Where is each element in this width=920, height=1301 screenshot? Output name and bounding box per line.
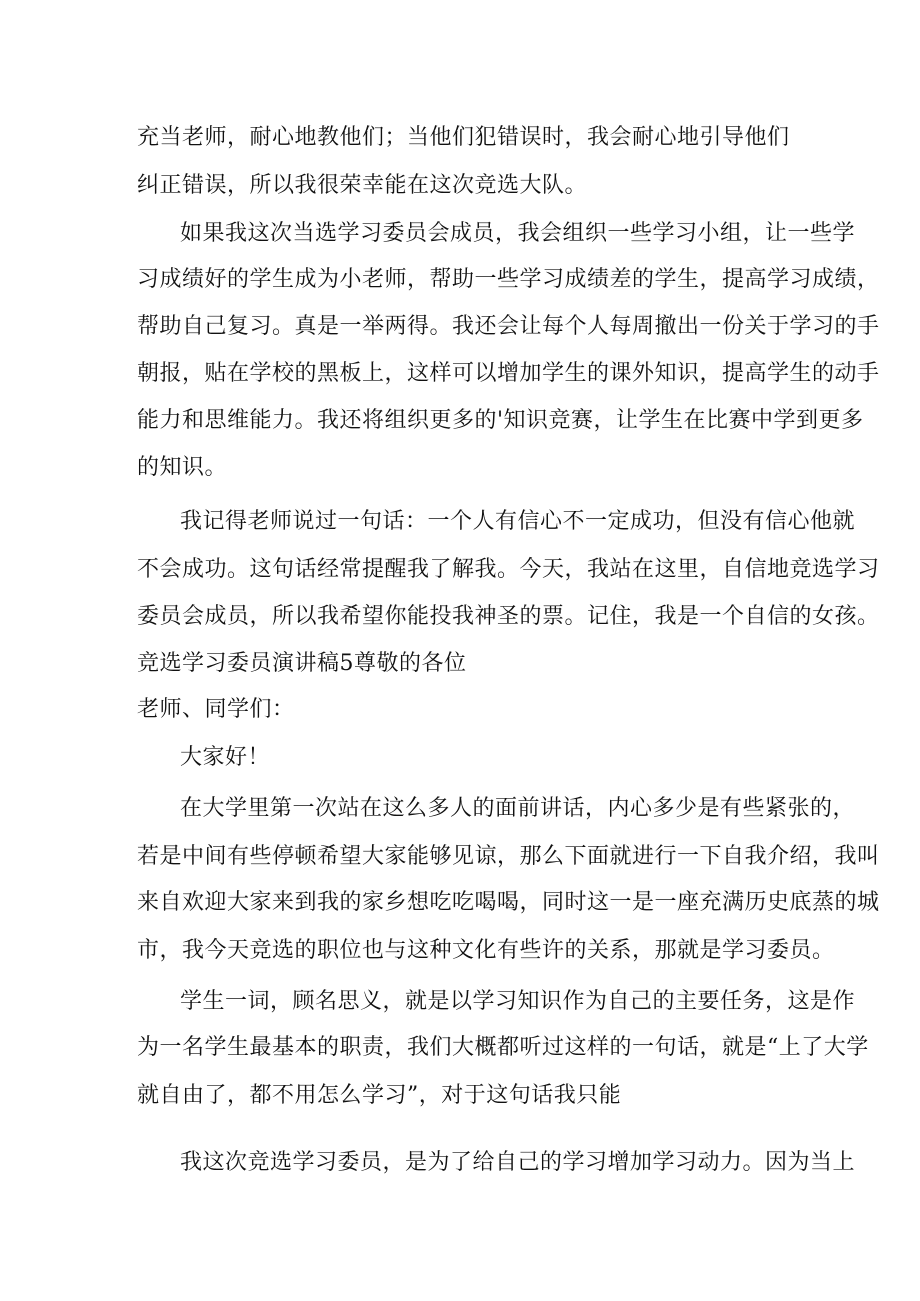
text-line: 朝报，贴在学校的黑板上，这样可以增加学生的课外知识，提高学生的动手: [137, 361, 880, 386]
paragraph-start: 我这次竞选学习委员，是为了给自己的学习增加学习动力。因为当上: [180, 1150, 856, 1175]
text-line: 充当老师，耐心地教他们；当他们犯错误时，我会耐心地引导他们: [137, 125, 790, 150]
text-line: 的知识。: [137, 455, 228, 480]
text-line: 帮助自己复习。真是一举两得。我还会让每个人每周撤出一份关于学习的手: [137, 314, 880, 339]
text-line: 习成绩好的学生成为小老师，帮助一些学习成绩差的学生，提高学习成绩，: [137, 267, 880, 292]
paragraph-start: 如果我这次当选学习委员会成员，我会组织一些学习小组，让一些学: [180, 221, 856, 246]
paragraph-start: 学生一词，顾名思义，就是以学习知识作为自己的主要任务，这是作: [180, 989, 856, 1014]
section-title: 竞选学习委员演讲稿5尊敬的各位: [137, 651, 467, 676]
text-line: 委员会成员，所以我希望你能投我神圣的票。记住，我是一个自信的女孩。: [137, 604, 880, 629]
text-line: 纠正错误，所以我很荣幸能在这次竞选大队。: [137, 173, 588, 198]
greeting: 大家好！: [180, 745, 271, 770]
text-line: 能力和思维能力。我还将组织更多的'知识竞赛，让学生在比赛中学到更多: [137, 408, 864, 433]
text-line: 市，我今天竞选的职位也与这种文化有些许的关系，那就是学习委员。: [137, 938, 835, 963]
salutation: 老师、同学们：: [137, 697, 295, 722]
text-line: 来自欢迎大家来到我的家乡想吃吃喝喝，同时这一是一座充满历史底蒸的城: [137, 890, 880, 915]
text-line: 为一名学生最基本的职责，我们大概都听过这样的一句话，就是“上了大学: [137, 1035, 869, 1060]
text-line: 若是中间有些停顿希望大家能够见谅，那么下面就进行一下自我介绍，我叫: [137, 844, 880, 869]
text-line: 就自由了，都不用怎么学习”，对于这句话我只能: [137, 1083, 622, 1108]
paragraph-start: 在大学里第一次站在这么多人的面前讲话，内心多少是有些紧张的，: [180, 796, 856, 821]
paragraph-start: 我记得老师说过一句话：一个人有信心不一定成功，但没有信心他就: [180, 509, 856, 534]
text-line: 不会成功。这句话经常提醒我了解我。今天，我站在这里，自信地竞选学习: [137, 557, 880, 582]
